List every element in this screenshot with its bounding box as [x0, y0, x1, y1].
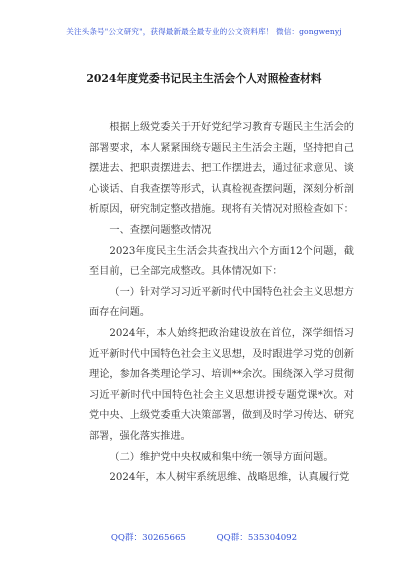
footer-qq-group-1: QQ群：30265665 [110, 533, 186, 543]
subsection-heading-2: （二）维护党中央权威和集中统一领导方面问题。 [109, 451, 334, 463]
paragraph-intro: 根据上级党委关于开好党纪学习教育专题民主生活会的部署要求，本人紧紧围绕专题民主生活会主题，坚持把自己摆进去、把职责摆进去、把工作摆进去，通过征求意见、谈心谈话、自我查摆等形式，认真检视查摆问题，深刻分析剖析原因，研究制定整改措施。现将有关情况对照检查如下： [89, 122, 354, 216]
document-title: 2024年度党委书记民主生活会个人对照检查材料 [86, 72, 322, 85]
subsection-heading-1: （一）针对学习习近平新时代中国特色社会主义思想方面存在问题。 [89, 286, 354, 319]
section-heading-1: 一、查摆问题整改情况 [109, 224, 212, 236]
paragraph-summary: 2023年度民主生活会共查找出六个方面12个问题，截至目前，已全部完成整改。具体情况如下： [89, 245, 354, 278]
document-body [89, 118, 354, 489]
paragraph-subsection-2: 2024年，本人树牢系统思维、战略思维，认真履行党 [109, 472, 350, 484]
footer-qq-group-2: QQ群：535304092 [216, 533, 298, 543]
footer-qq-groups [0, 531, 408, 543]
header-promo-note: 关注头条号"公文研究"，获得最新最全最专业的公文资料库！ 微信：gongwenyj [66, 27, 342, 36]
paragraph-subsection-1: 2024年，本人始终把政治建设放在首位，深学细悟习近平新时代中国特色社会主义思想，及时跟进学习党的创新理论，参加各类理论学习、培训**余次。围绕深入学习贯彻习近平新时代中国特色社会主义思想讲授专题党课*次。对党中央、上级党委重大决策部署，做到及时学习传达、研究部署，强化落实推进。 [89, 327, 354, 442]
